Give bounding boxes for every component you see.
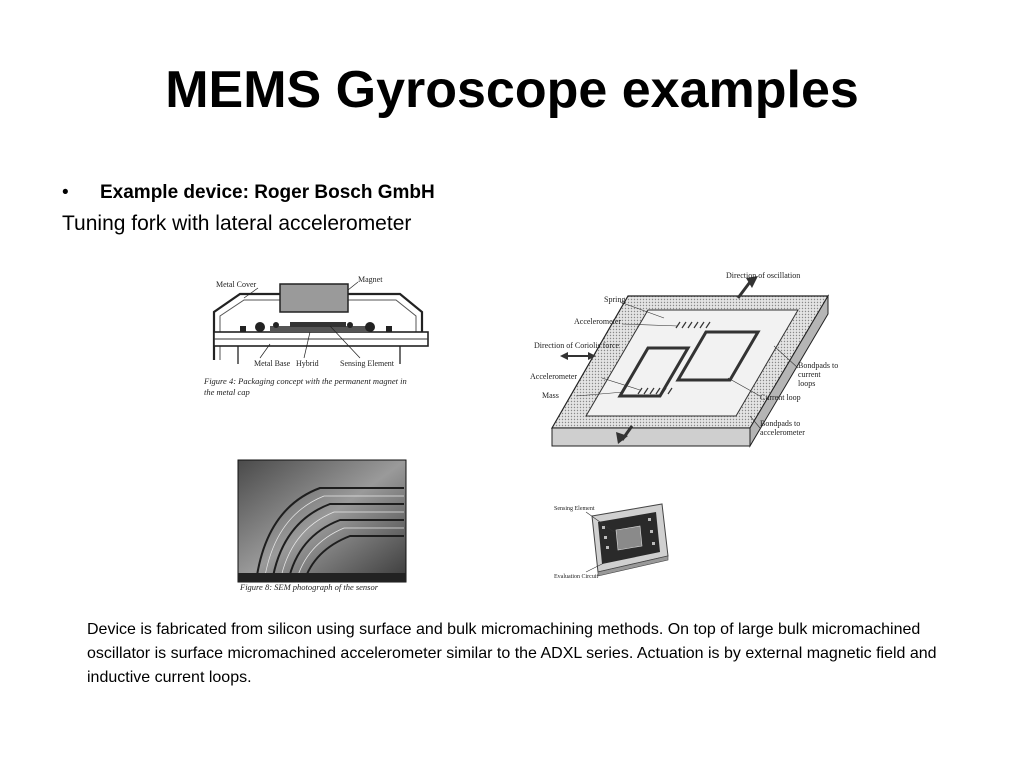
chip-label-sensing-element: Sensing Element — [554, 506, 595, 512]
label-accelerometer-bottom: Accelerometer — [530, 372, 578, 381]
subtitle-line: Tuning fork with lateral accelerometer — [62, 212, 412, 235]
label-bondpads-acc-1: Bondpads to — [760, 419, 801, 428]
description-text: Device is fabricated from silicon using surface and bulk micromachining methods. On top of large bulk micromachined oscillator is surface micromachined accelerometer similar to the ADXL series. Actuation is by external magnetic field and inductive current loops. — [87, 621, 937, 686]
label-accelerometer-top: Accelerometer — [574, 317, 622, 326]
label-bondpads-acc-2: accelerometer — [760, 428, 805, 437]
packaging-figure — [200, 272, 450, 404]
structure-figure — [528, 268, 848, 456]
label-sensing-element: Sensing Element — [340, 359, 394, 368]
label-direction-coriolis: Direction of Coriolis force — [534, 341, 620, 350]
label-bondpads-current-3: loops — [798, 379, 816, 388]
sem-caption: Figure 8: SEM photograph of the sensor — [240, 582, 379, 592]
packaging-caption-line1: Figure 4: Packaging concept with the permanent magnet in — [204, 376, 407, 386]
slide-title: MEMS Gyroscope examples — [165, 61, 859, 119]
chip-figure — [552, 496, 672, 584]
label-metal-base: Metal Base — [254, 359, 291, 368]
chip-label-evaluation-circuit: Evaluation Circuit — [554, 574, 599, 580]
label-bondpads-current-1: Bondpads to — [798, 361, 839, 370]
label-direction-oscillation: Direction of oscillation — [726, 271, 801, 280]
sem-figure — [236, 458, 412, 594]
label-bondpads-current-2: current — [798, 370, 821, 379]
bullet-text: Example device: Roger Bosch GmbH — [100, 182, 435, 203]
bullet-dot-icon: • — [62, 182, 69, 203]
packaging-caption-line2: the metal cap — [204, 387, 250, 397]
label-metal-cover: Metal Cover — [216, 280, 257, 289]
label-hybrid: Hybrid — [296, 359, 319, 368]
label-spring: Spring — [604, 295, 626, 304]
label-magnet: Magnet — [358, 275, 383, 284]
label-mass: Mass — [542, 391, 559, 400]
label-current-loop: Current loop — [760, 393, 801, 402]
